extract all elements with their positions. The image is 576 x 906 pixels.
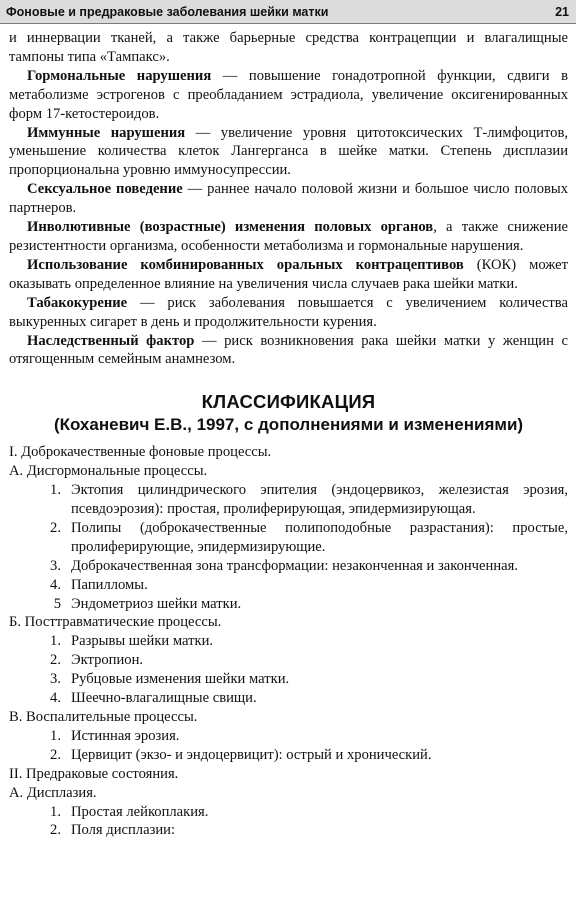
- paragraph-term: Иммунные нарушения: [27, 124, 186, 141]
- item-number: 1.: [50, 803, 61, 820]
- item-text: Эктопия цилиндрического эпителия (эндоцервикоз, железистая эрозия, псевдоэрозия): простая, пролиферирующая, эпидермизирующая.: [71, 482, 568, 518]
- item-text: Эктропион.: [71, 652, 144, 669]
- classification-section: I. Доброкачественные фоновые процессы.: [9, 444, 272, 461]
- item-number: 2.: [50, 652, 61, 669]
- paragraph-term: Гормональные нарушения: [27, 67, 212, 84]
- item-text: Полипы (доброкачественные полипоподобные разрастания): простые, пролиферирующие, эпидермизирующие.: [71, 519, 568, 555]
- classification-group: Б. Посттравматические процессы.: [9, 614, 222, 631]
- classification-item: [9, 481, 568, 519]
- classification-item: [9, 746, 568, 765]
- item-text: Поля дисплазии:: [71, 822, 176, 839]
- paragraph-term: Инволютивные (возрастные) изменения половых органов: [27, 219, 434, 236]
- item-number: 2.: [50, 822, 61, 839]
- page-number: 21: [555, 4, 569, 19]
- item-number: 3.: [50, 671, 61, 688]
- paragraph-text: — риск возникновения рака шейки матки у женщин с отягощенным семейным анамнезом.: [9, 332, 568, 368]
- item-text: Рубцовые изменения шейки матки.: [71, 671, 290, 688]
- paragraph: [9, 67, 568, 124]
- section-subheading: (Коханевич Е.В., 1997, с дополнениями и изменениями): [53, 415, 524, 435]
- paragraph-term: Табакокурение: [27, 294, 128, 311]
- item-text: Доброкачественная зона трансформации: незаконченная и законченная.: [71, 557, 518, 574]
- classification-group: А. Дисгормональные процессы.: [9, 463, 208, 480]
- paragraph-text: — увеличение уровня цитотоксических Т-лимфоцитов, уменьшение количества клеток Лангерганса в шейке матки. Степень дисплазии пропорциональна уровню иммуносупрессии.: [9, 124, 568, 179]
- item-text: Цервицит (экзо- и эндоцервицит): острый и хронический.: [71, 746, 432, 763]
- classification-item: [9, 576, 568, 595]
- paragraph-text: (КОК) может оказывать определенное влияние на увеличения числа случаев рака шейки матки.: [9, 256, 568, 292]
- item-number: 1.: [50, 482, 61, 499]
- paragraph: [9, 332, 568, 370]
- page-header: [0, 0, 576, 24]
- classification-item: [9, 595, 568, 614]
- item-number: 4.: [50, 690, 61, 707]
- item-number: 5: [53, 595, 61, 612]
- classification-group: В. Воспалительные процессы.: [9, 709, 198, 725]
- paragraph: [9, 29, 568, 67]
- classification-item: [9, 727, 568, 746]
- paragraph-term: Наследственный фактор: [27, 332, 195, 349]
- item-text: Истинная эрозия.: [71, 727, 180, 744]
- classification-list: [9, 443, 568, 840]
- classification-item: [9, 803, 568, 822]
- classification-item: [9, 670, 568, 689]
- classification-item: [9, 557, 568, 576]
- item-number: 3.: [50, 557, 61, 574]
- item-number: 2.: [50, 519, 61, 536]
- classification-section: II. Предраковые состояния.: [9, 765, 179, 782]
- paragraph: [9, 256, 568, 294]
- classification-item: [9, 689, 568, 708]
- paragraph-text: — раннее начало половой жизни и большое число половых партнеров.: [9, 181, 569, 217]
- item-text: Простая лейкоплакия.: [71, 803, 209, 820]
- paragraph-term: Сексуальное поведение: [27, 181, 183, 198]
- item-text: Эндометриоз шейки матки.: [71, 595, 242, 612]
- item-text: Шеечно-влагалищные свищи.: [71, 690, 257, 707]
- paragraph-term: Использование комбинированных оральных контрацептивов: [27, 256, 464, 273]
- paragraph: [9, 180, 568, 218]
- paragraph: [9, 294, 568, 332]
- classification-item: [9, 821, 568, 840]
- paragraph: [9, 124, 568, 181]
- item-text: Разрывы шейки матки.: [71, 633, 214, 650]
- page-content: [0, 24, 576, 840]
- section-heading: КЛАССИФИКАЦИЯ: [201, 391, 376, 413]
- paragraph-text: и иннервации тканей, а также барьерные средства контрацепции и влагалищные тампоны типа «Тампакс».: [9, 30, 568, 65]
- item-number: 1.: [50, 727, 61, 744]
- item-number: 4.: [50, 576, 61, 593]
- item-number: 1.: [50, 633, 61, 650]
- classification-item: [9, 632, 568, 651]
- classification-group: А. Дисплазия.: [9, 784, 97, 801]
- classification-item: [9, 519, 568, 557]
- paragraph-text: — риск заболевания повышается с увеличением количества выкуренных сигарет в день и продолжительности курения.: [9, 294, 568, 330]
- paragraph-text: — повышение гонадотропной функции, сдвиги в метаболизме эстрогенов с преобладанием эстрадиола, увеличение оксигенированных форм 17-кетостероидов.: [9, 67, 569, 122]
- paragraph-text: , а также снижение резистентности организма, особенности метаболизма и гормональные нарушения.: [9, 219, 568, 254]
- item-text: Папилломы.: [71, 576, 148, 593]
- paragraph: [9, 218, 568, 256]
- classification-heading-block: [9, 390, 568, 436]
- running-title: Фоновые и предраковые заболевания шейки матки: [6, 4, 329, 19]
- item-number: 2.: [50, 746, 61, 763]
- classification-item: [9, 651, 568, 670]
